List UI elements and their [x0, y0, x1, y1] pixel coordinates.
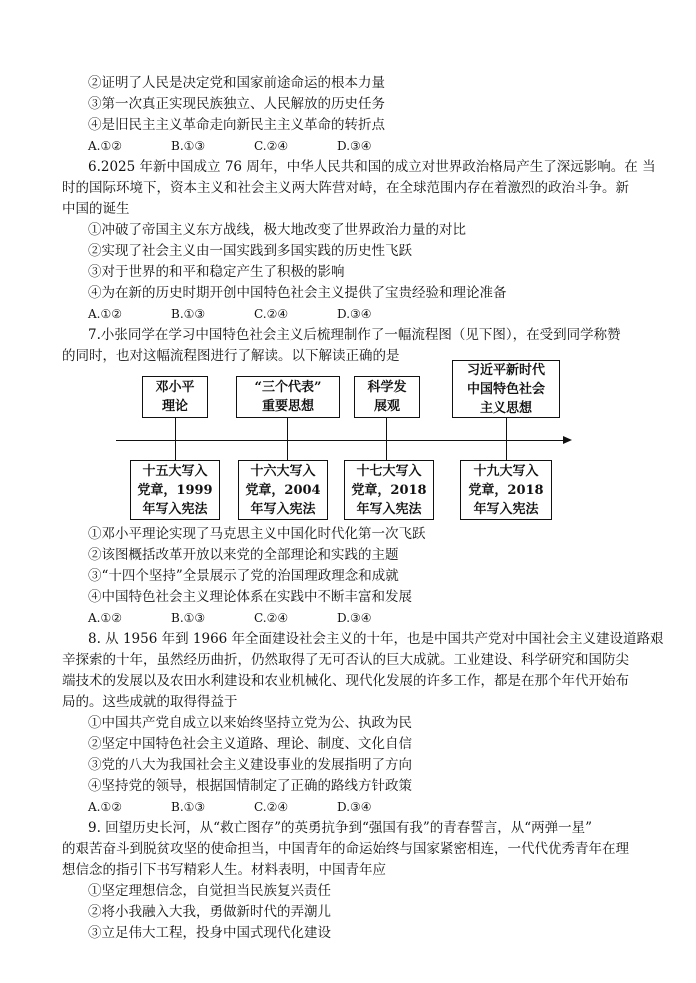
q9-stem-line-2: 的艰苦奋斗到脱贫攻坚的使命担当，中国青年的命运始终与国家紧密相连，一代代优秀青年在理 [62, 841, 629, 857]
top-box-xi-thought [452, 360, 560, 418]
timeline-axis [116, 440, 564, 441]
q6-stem-line-1: 6.2025 年新中国成立 76 周年，中华人民共和国的成立对世界政治格局产生了深远影响。在 当 [88, 159, 656, 175]
connector [175, 418, 176, 460]
option-a: A.①② [88, 611, 122, 625]
option-b: B.①③ [171, 307, 206, 321]
arrow-head-icon [563, 436, 572, 444]
box-text: 中国特色社会 [466, 381, 545, 397]
option-c: C.②④ [254, 139, 289, 153]
connector [386, 418, 387, 460]
top-box-three-represents [236, 376, 340, 418]
box-text: “三个代表” [254, 380, 322, 395]
box-text: 重要思想 [261, 399, 314, 414]
top-box-scientific-outlook [354, 376, 420, 418]
box-text: 十七大写入 [356, 463, 422, 479]
q8-item-4: ④坚持党的领导，根据国情制定了正确的路线方针政策 [88, 778, 412, 794]
q8-stem-line-3: 端技术的发展以及农田水利建设和农业机械化、现代化发展的许多工作，都是在那个年代开始布 [62, 673, 629, 689]
box-text: 十九大写入 [473, 463, 539, 479]
q7-item-3: ③“十四个坚持”全景展示了党的治国理政理念和成就 [88, 568, 399, 584]
option-d: D.③④ [337, 307, 372, 321]
q8-item-1: ①中国共产党自成立以来始终坚持立党为公、执政为民 [88, 715, 412, 731]
box-text: 年写入宪法 [473, 501, 539, 517]
top-box-deng [142, 376, 208, 418]
bottom-box-16th [238, 460, 328, 520]
option-b: B.①③ [171, 800, 206, 814]
q6-stem-line-2: 时的国际环境下，资本主义和社会主义两大阵营对峙，在全球范围内存在着激烈的政治斗争。新 [62, 180, 629, 196]
q9-stem-line-1: 9. 回望历史长河，从“救亡图存”的英勇抗争到“强国有我”的青春誓言，从“两弹一星” [88, 820, 593, 836]
option-a: A.①② [88, 800, 122, 814]
prev-item-4: ④是旧民主主义革命走向新民主主义革命的转折点 [88, 117, 385, 133]
box-text: 十六大写入 [250, 463, 316, 479]
box-text: 理论 [161, 399, 188, 414]
box-text: 年写入宪法 [250, 501, 316, 517]
option-a: A.①② [88, 307, 122, 321]
q9-item-1: ①坚定理想信念，自觉担当民族复兴责任 [88, 883, 331, 899]
connector [506, 418, 507, 460]
q7-stem-line-1: 7.小张同学在学习中国特色社会主义后梳理制作了一幅流程图（见下图），在受到同学称赞 [88, 327, 621, 343]
q7-stem-line-2: 的同时，也对这幅流程图进行了解读。以下解读正确的是 [62, 348, 400, 364]
q6-item-4: ④为在新的历史时期开创中国特色社会主义提供了宝贵经验和理论准备 [88, 285, 507, 301]
box-text: 科学发 [367, 380, 407, 395]
q6-item-3: ③对于世界的和平和稳定产生了积极的影响 [88, 264, 345, 280]
bottom-box-19th [460, 460, 552, 520]
q8-item-2: ②坚定中国特色社会主义道路、理论、制度、文化自信 [88, 736, 412, 752]
box-text: 党章，2004 [245, 482, 321, 498]
box-text: 展观 [373, 399, 400, 414]
box-text: 习近平新时代 [466, 362, 545, 378]
q6-stem-line-3: 中国的诞生 [62, 201, 130, 217]
box-text: 主义思想 [479, 400, 532, 416]
option-c: C.②④ [254, 307, 289, 321]
q8-item-3: ③党的八大为我国社会主义建设事业的发展指明了方向 [88, 757, 412, 773]
box-text: 十五大写入 [142, 463, 208, 479]
option-b: B.①③ [171, 139, 206, 153]
box-text: 年写入宪法 [142, 501, 208, 517]
q9-stem-line-3: 想信念的指引下书写精彩人生。材料表明，中国青年应 [62, 862, 386, 878]
q8-stem-line-1: 8. 从 1956 年到 1966 年全面建设社会主义的十年，也是中国共产党对中国社会主义建设道路艰 [88, 631, 664, 647]
prev-item-2: ②证明了人民是决定党和国家前途命运的根本力量 [88, 75, 385, 91]
box-text: 邓小平 [155, 380, 195, 395]
option-c: C.②④ [254, 611, 289, 625]
box-text: 党章，2018 [351, 482, 427, 498]
bottom-box-17th [344, 460, 434, 520]
q9-item-2: ②将小我融入大我，勇做新时代的弄潮儿 [88, 904, 331, 920]
option-d: D.③④ [337, 800, 372, 814]
q8-options [88, 797, 420, 817]
prev-options [88, 136, 420, 156]
connector [287, 418, 288, 460]
option-a: A.①② [88, 139, 122, 153]
option-c: C.②④ [254, 800, 289, 814]
option-d: D.③④ [337, 139, 372, 153]
q6-item-1: ①冲破了帝国主义东方战线，极大地改变了世界政治力量的对比 [88, 222, 466, 238]
bottom-box-15th [130, 460, 220, 520]
option-d: D.③④ [337, 611, 372, 625]
q8-stem-line-2: 辛探索的十年，虽然经历曲折，仍然取得了无可否认的巨大成就。工业建设、科学研究和国防尖 [62, 652, 629, 668]
q7-item-4: ④中国特色社会主义理论体系在实践中不断丰富和发展 [88, 589, 412, 605]
box-text: 年写入宪法 [356, 501, 422, 517]
q7-options [88, 608, 420, 628]
q8-stem-line-4: 局的。这些成就的取得得益于 [62, 694, 238, 710]
prev-item-3: ③第一次真正实现民族独立、人民解放的历史任务 [88, 96, 385, 112]
q6-options [88, 304, 420, 324]
q7-item-1: ①邓小平理论实现了马克思主义中国化时代化第一次飞跃 [88, 526, 426, 542]
q6-item-2: ②实现了社会主义由一国实践到多国实践的历史性飞跃 [88, 243, 412, 259]
q9-item-3: ③立足伟大工程，投身中国式现代化建设 [88, 925, 331, 941]
box-text: 党章，1999 [137, 482, 213, 498]
option-b: B.①③ [171, 611, 206, 625]
q7-item-2: ②该图概括改革开放以来党的全部理论和实践的主题 [88, 547, 399, 563]
box-text: 党章，2018 [468, 482, 544, 498]
